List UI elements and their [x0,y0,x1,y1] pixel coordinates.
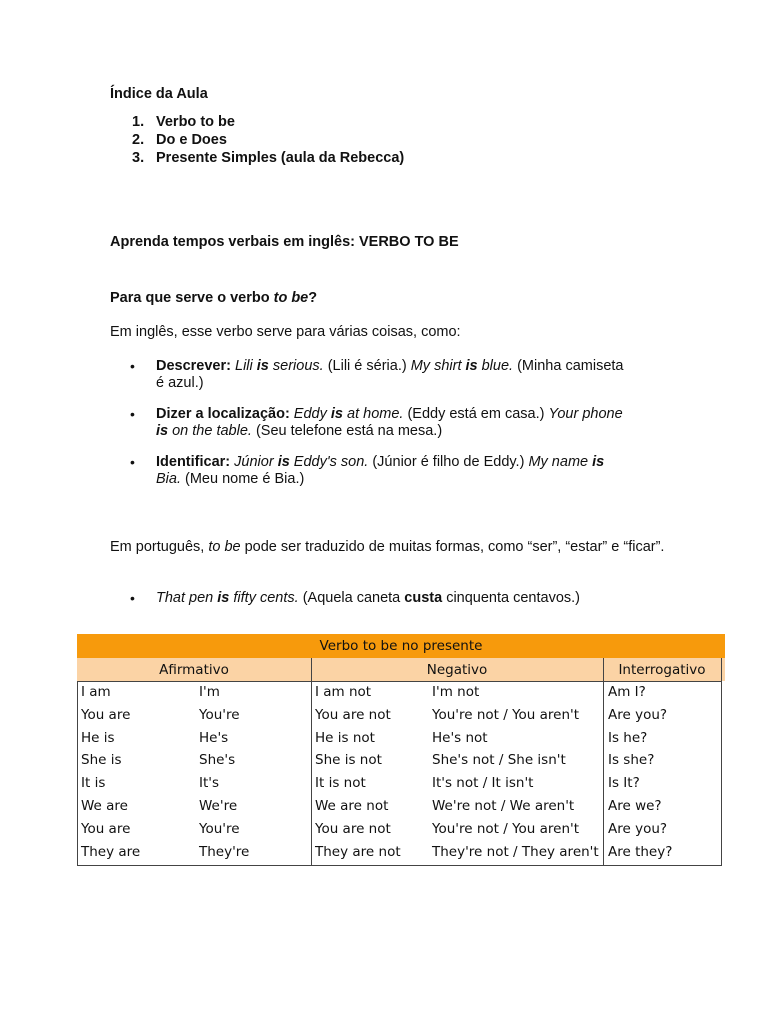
table-cell: They are not [315,843,401,860]
table-cell: Is she? [608,752,655,769]
table-border-left [77,681,78,865]
table-cell: They're not / They aren't [432,843,599,860]
list-item: • Descrever: Lili is serious. (Lili é séria.) My shirt is blue. (Minha camiseta é azul.) [110,358,630,392]
table-cell: She is [81,752,122,769]
list-item: • Identificar: Júnior is Eddy's son. (Júnior é filho de Eddy.) My name is Bia. (Meu nome é Bia.) [110,454,630,488]
table-cell: I'm [199,684,220,700]
table-title-row [77,634,725,658]
table-cell: He is [81,729,115,746]
section-title: Aprenda tempos verbais em inglês: VERBO TO BE [110,234,459,250]
table-cell: It's [199,775,220,792]
table-row [77,707,725,730]
table-cell: Is It? [608,775,640,792]
table-row [77,775,725,798]
list-item: • Dizer a localização: Eddy is at home. (Eddy está em casa.) Your phone is on the table. (Seu telefone está na mesa.) [110,406,630,440]
table-cell: Is he? [608,729,648,746]
table-row [77,844,725,867]
uses-list [110,358,630,502]
toc-item: 3. Presente Simples (aula da Rebecca) [132,150,405,166]
table-cell: They're [199,843,250,860]
table-cell: We're [199,798,238,814]
table-row [77,684,725,707]
table-cell: You are [81,820,131,837]
toc-list [110,114,670,168]
table-row [77,798,725,821]
table-row [77,752,725,775]
table-cell: You are [81,706,131,723]
table-cell: You are not [315,706,391,723]
table-cell: You're [199,706,240,723]
table-cell: Are you? [608,820,668,837]
header-negativo: Negativo [426,662,488,678]
table-cell: He is not [315,729,375,746]
table-border-bottom [77,865,722,866]
header-interrogativo: Interrogativo [618,662,706,678]
table-row [77,821,725,844]
list-item: • That pen is fifty cents. (Aquela caneta custa cinquenta centavos.) [110,590,630,607]
header-divider [77,681,722,682]
table-title: Verbo to be no presente [319,638,483,654]
conjugation-table [77,634,725,866]
table-cell: Am I? [608,684,646,700]
column-divider [603,658,604,865]
column-divider [311,658,312,865]
table-cell: He's [199,729,229,746]
table-cell: He's not [432,729,488,746]
table-cell: Are you? [608,706,668,723]
table-cell: I am not [315,684,372,700]
table-cell: She's not / She isn't [432,752,566,769]
table-cell: We're not / We aren't [432,798,575,814]
table-cell: You're not / You aren't [432,820,580,837]
table-cell: We are not [315,798,389,814]
table-cell: Are they? [608,843,673,860]
table-cell: We are [81,798,128,814]
table-header-row [77,658,725,681]
toc-item: 2. Do e Does [132,132,227,148]
table-cell: You're [199,820,240,837]
table-cell: It's not / It isn't [432,775,534,792]
table-cell: It is not [315,775,366,792]
table-cell: She's [199,752,236,769]
toc-title: Índice da Aula [110,86,208,102]
toc-item: 1. Verbo to be [132,114,235,130]
table-cell: You're not / You aren't [432,706,580,723]
table-row [77,730,725,753]
intro-paragraph: Em inglês, esse verbo serve para várias coisas, como: [110,324,461,340]
example-list [110,590,630,607]
table-cell: They are [81,843,141,860]
table-cell: I'm not [432,684,480,700]
header-afirmativo: Afirmativo [159,662,229,678]
table-cell: It is [81,775,106,792]
table-cell: You are not [315,820,391,837]
table-cell: She is not [315,752,382,769]
table-cell: I am [81,684,111,700]
portuguese-paragraph: Em português, to be pode ser traduzido de muitas formas, como “ser”, “estar” e “ficar”. [110,539,665,555]
section-question: Para que serve o verbo to be? [110,290,318,306]
table-border-right [721,658,722,865]
table-cell: Are we? [608,798,662,814]
